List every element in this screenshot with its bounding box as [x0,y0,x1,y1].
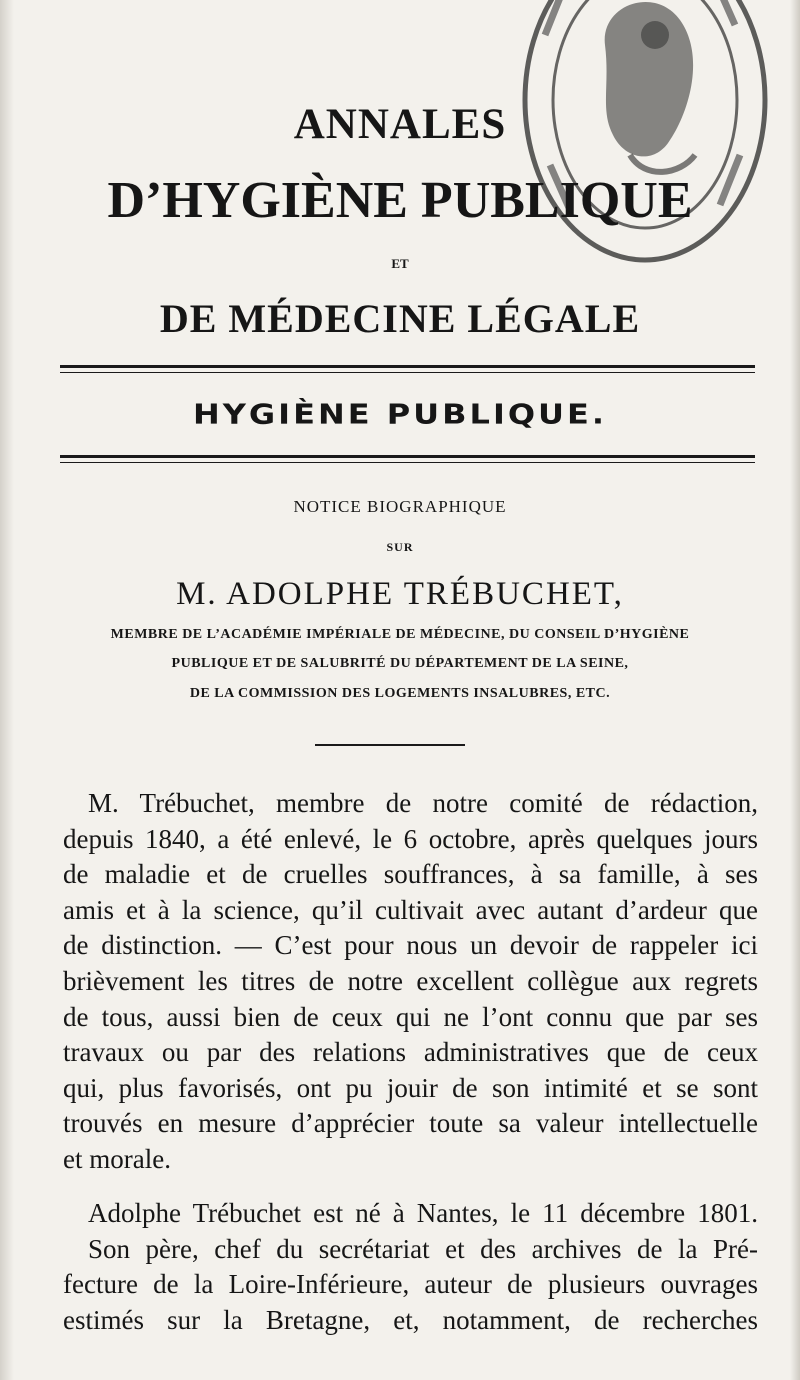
text-line: depuis 1840, a été enlevé, le 6 octobre, après quelques jours [63,823,758,854]
section-rule-thin [60,462,755,463]
text-line: M. Trébuchet, membre de notre comité de rédaction, [88,788,758,818]
text-line: de maladie et de cruelles souffrances, à sa famille, à ses [63,859,758,890]
text-line: amis et à la science, qu’il cultivait avec autant d’ardeur que [63,894,758,925]
text-line: brièvement les titres de notre excellent collègue aux regrets [63,965,758,996]
text-line: et morale. [63,1143,171,1174]
membership-line: DE LA COMMISSION DES LOGEMENTS INSALUBRES, ETC. [189,686,611,701]
journal-title-line2: D’HYGIÈNE PUBLIQUE [107,172,693,229]
text-line: de tous, aussi bien de ceux qui ne l’ont connu que par ses [63,1001,758,1032]
membership-line: MEMBRE DE L’ACADÉMIE IMPÉRIALE DE MÉDECINE, DU CONSEIL D’HYGIÈNE [110,627,690,642]
journal-title-conjunction: ET [391,256,409,271]
text-line: travaux ou par des relations administratives que de ceux [63,1037,758,1068]
section-rule-thick [60,455,755,458]
notice-sur: SUR [386,540,414,554]
text-line: de distinction. — C’est pour nous un devoir de rappeler ici [63,930,758,961]
paragraph-2 [63,1196,758,1338]
header-rule-thick [60,365,755,368]
membership-line: PUBLIQUE ET DE SALUBRITÉ DU DÉPARTEMENT DE LA SEINE, [171,656,629,671]
text-line: trouvés en mesure d’apprécier toute sa valeur intellectuelle [63,1108,758,1139]
subject-name: M. ADOLPHE TRÉBUCHET, [176,576,624,612]
text-line: estimés sur la Bretagne, et, notamment, de recherches [63,1304,758,1335]
text-line: Adolphe Trébuchet est né à Nantes, le 11 décembre 1801. [88,1198,758,1228]
text-line: fecture de la Loire-Inférieure, auteur de plusieurs ouvrages [63,1269,758,1300]
text-line: qui, plus favorisés, ont pu jouir de son intimité et se sont [63,1072,758,1103]
section-heading: HYGIÈNE PUBLIQUE. [192,397,608,431]
journal-title-line3: DE MÉDECINE LÉGALE [159,296,641,341]
journal-title-line1: ANNALES [293,101,507,148]
header-rule-thin [60,372,755,373]
paragraph-1 [63,786,758,1178]
notice-label: NOTICE BIOGRAPHIQUE [293,497,507,516]
divider-rule [315,744,465,746]
text-line: Son père, chef du secrétariat et des archives de la Pré- [88,1233,758,1264]
